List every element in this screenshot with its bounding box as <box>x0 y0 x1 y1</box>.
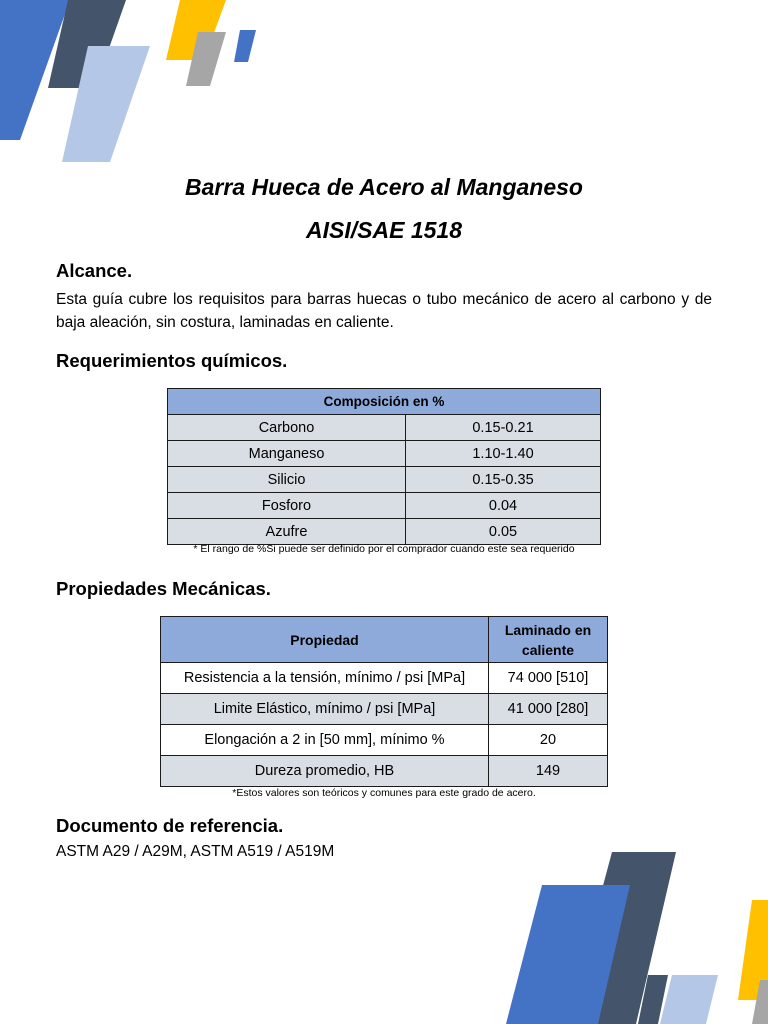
deco-blue-bar-top <box>0 0 70 140</box>
value-cell: 1.10-1.40 <box>406 441 601 467</box>
mecanicas-heading: Propiedades Mecánicas. <box>56 578 271 599</box>
deco-blue-small-top <box>234 30 256 62</box>
laminado-header-line1: Laminado en <box>504 621 592 638</box>
table-header-row <box>161 617 608 663</box>
mecanicas-note: *Estos valores son teóricos y comunes para este grado de acero. <box>232 787 536 799</box>
element-cell: Carbono <box>168 415 406 441</box>
table-row <box>168 415 601 441</box>
value-cell: 74 000 [510] <box>489 663 608 694</box>
mechanical-properties-table <box>160 616 608 787</box>
property-cell: Resistencia a la tensión, mínimo / psi [MPa] <box>161 663 489 694</box>
value-cell: 20 <box>489 725 608 756</box>
referencia-text: ASTM A29 / A29M, ASTM A519 / A519M <box>56 843 335 860</box>
element-cell: Manganeso <box>168 441 406 467</box>
property-header: Propiedad <box>161 617 489 663</box>
deco-yellow-bar-bottom <box>738 900 768 1000</box>
property-cell: Limite Elástico, mínimo / psi [MPa] <box>161 694 489 725</box>
table-row <box>161 694 608 725</box>
title-line-2: AISI/SAE 1518 <box>306 217 462 243</box>
title-line-1: Barra Hueca de Acero al Manganeso <box>185 174 583 200</box>
element-cell: Azufre <box>168 519 406 545</box>
table-row <box>161 725 608 756</box>
deco-gray-bar-top <box>186 32 226 86</box>
value-cell: 0.04 <box>406 493 601 519</box>
alcance-heading: Alcance. <box>56 260 133 281</box>
table-row <box>161 663 608 694</box>
property-cell: Dureza promedio, HB <box>161 756 489 787</box>
value-cell: 41 000 [280] <box>489 694 608 725</box>
deco-yellow-bar-top <box>166 0 226 60</box>
element-cell: Fosforo <box>168 493 406 519</box>
table-row <box>168 519 601 545</box>
value-cell: 0.15-0.35 <box>406 467 601 493</box>
chemical-composition-table <box>167 388 601 545</box>
deco-lightblue-bar-bottom <box>660 975 718 1024</box>
table-row <box>168 441 601 467</box>
deco-navy-strip-bottom <box>638 975 668 1024</box>
deco-lightblue-bar-top <box>62 46 150 162</box>
table-header-row <box>168 389 601 415</box>
value-cell: 149 <box>489 756 608 787</box>
table-row <box>168 493 601 519</box>
element-cell: Silicio <box>168 467 406 493</box>
table-row <box>168 467 601 493</box>
alcance-text: Esta guía cubre los requisitos para barras huecas o tubo mecánico de acero al carbono y de baja aleación, sin costura, laminadas en caliente. <box>56 291 712 331</box>
value-cell: 0.15-0.21 <box>406 415 601 441</box>
quimicos-heading: Requerimientos químicos. <box>56 350 288 371</box>
referencia-heading: Documento de referencia. <box>56 815 284 836</box>
composition-header: Composición en % <box>168 389 601 415</box>
deco-blue-bar-bottom <box>506 885 630 1024</box>
laminado-header-line2: caliente <box>521 641 575 658</box>
quimicos-note: * El rango de %Si puede ser definido por el comprador cuando este sea requerido <box>193 543 575 555</box>
deco-navy-bar-top <box>48 0 126 88</box>
value-cell: 0.05 <box>406 519 601 545</box>
property-cell: Elongación a 2 in [50 mm], mínimo % <box>161 725 489 756</box>
laminado-header <box>489 617 608 663</box>
table-row <box>161 756 608 787</box>
deco-gray-bar-bottom <box>752 980 768 1024</box>
deco-navy-bar-bottom <box>566 852 676 1024</box>
